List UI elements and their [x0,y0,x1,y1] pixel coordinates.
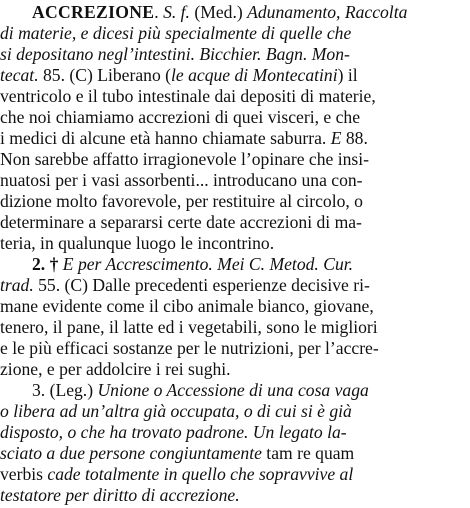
sense-2-line-5 [0,338,379,359]
sense-2-line-3 [0,296,374,317]
entry-line-10 [0,191,363,212]
entry-line-1 [32,2,407,23]
headword: ACCREZIONE [32,2,155,22]
entry-line-7 [0,128,368,149]
quotation-text: i medici di alcune età hanno chiamate saburra. [0,128,331,148]
latin-phrase: tam re quam [261,443,355,463]
sense-2-line-2 [0,275,370,296]
quotation-text: ventricolo e il tubo intestinale dai depositi di materie, [0,86,376,106]
quotation-gloss: le acque di Montecatini [171,65,338,85]
entry-line-11 [0,212,362,233]
sense-3-line-6 [0,485,240,506]
sense-3-line-1 [32,380,369,401]
definition-text: si depositano negl’intestini. Bicchier. Bagn. Mon- [0,44,350,64]
definition-text: disposto, o che ha trovato padrone. Un legato la- [0,422,347,442]
quotation-text: 55. (C) Dalle precedenti esperienze decisive ri- [33,275,370,295]
quotation-text: Non sarebbe affatto irragionevole l’opinare che insi- [0,149,369,169]
definition-text: E per Accrescimento. Mei C. Metod. Cur. [62,254,354,274]
quotation-text: teria, in qualunque luogo le incontrino. [0,233,275,253]
latin-phrase: verbis [0,464,48,484]
quotation-text: determinare a separarsi certe date accrezioni di ma- [0,212,362,232]
sense-2-line-4 [0,317,378,338]
quotation-text: ) il [337,65,358,85]
sense-3-line-5 [0,464,353,485]
quotation-text: 88. [341,128,368,148]
sense-number: 3. (Leg.) [32,380,98,400]
quotation-text: mane evidente come il cibo animale bianco, giovane, [0,296,374,316]
quotation-text: zione, e per addolcire i rei sughi. [0,359,231,379]
entry-line-12 [0,233,274,254]
entry-line-4 [0,65,358,86]
sense-3-line-2 [0,401,352,422]
quotation-text: che noi chiamiamo accrezioni di quei visceri, e che [0,107,361,127]
entry-line-2 [0,23,351,44]
entry-line-5 [0,86,376,107]
entry-line-3 [0,44,350,65]
definition-text: Unione o Accessione di una cosa vaga [97,380,369,400]
quotation-text: dizione molto favorevole, per restituire al circolo, o [0,191,363,211]
sense-2-line-1 [32,254,353,275]
definition-text: Adunamento, Raccolta [247,2,408,22]
sense-3-line-4 [0,443,354,464]
domain-label: (Med.) [189,2,248,22]
quotation-text: nuatosi per i vasi assorbenti... introducano una con- [0,170,363,190]
quotation-text: e le più efficaci sostanze per le nutrizioni, per l’accre- [0,338,379,358]
sense-number: 2. † [32,254,63,274]
definition-text: sciato a due persone congiuntamente [0,443,262,463]
citation-source: tecat. [0,65,39,85]
definition-text: di materie, e dicesi più specialmente di quelle che [0,23,352,43]
entry-line-9 [0,170,363,191]
definition-text: o libera ad un’altra già occupata, o di cui si è già [0,401,352,421]
text-run: . [154,2,164,22]
sense-2-line-6 [0,359,231,380]
definition-text: cade totalmente in quello che sopravvive al [47,464,354,484]
citation-source: E [330,128,342,148]
quotation-text: 85. (C) Liberano ( [38,65,171,85]
quotation-text: tenero, il pane, il latte ed i vegetabili, sono le migliori [0,317,378,337]
entry-line-8 [0,149,369,170]
citation-source: trad. [0,275,34,295]
definition-text: testatore per diritto di accrezione. [0,485,240,505]
entry-line-6 [0,107,360,128]
sense-3-line-3 [0,422,347,443]
grammar-label: S. f. [163,2,190,22]
